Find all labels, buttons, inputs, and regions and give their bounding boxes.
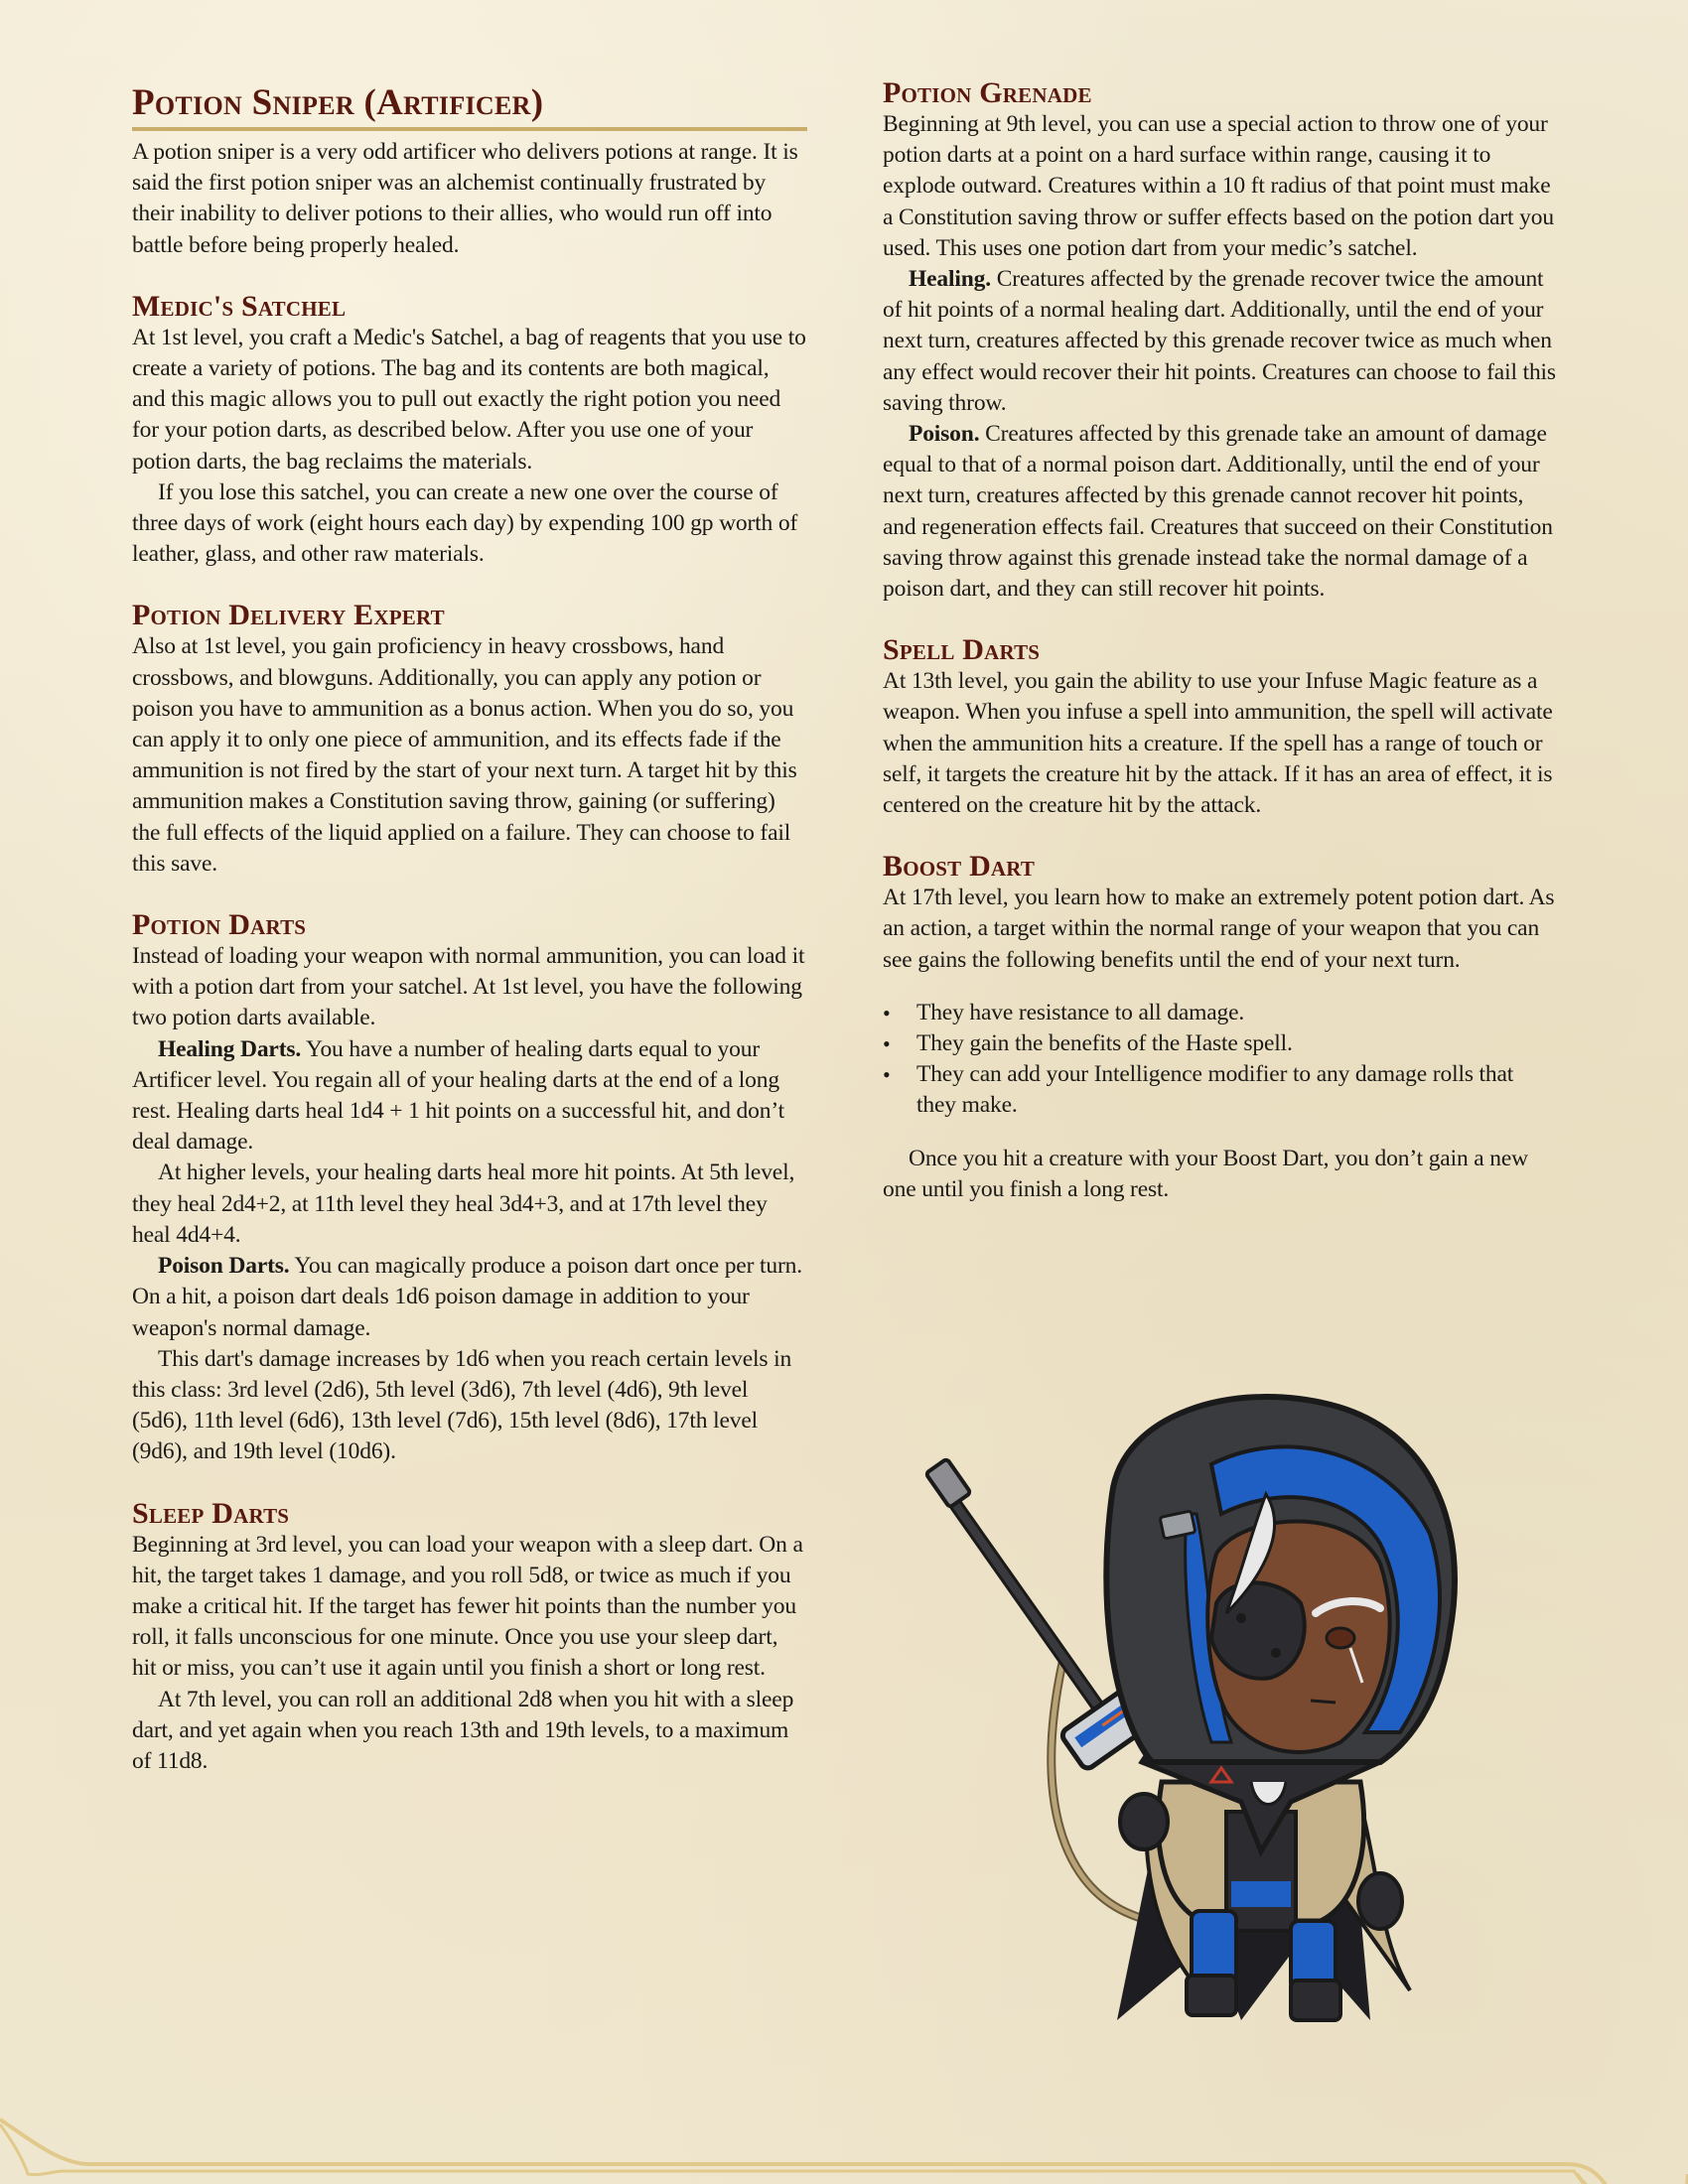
grenade-healing-paragraph xyxy=(883,264,1558,419)
paragraph: If you lose this satchel, you can create a new one over the course of three days of work (eight hours each day) by expending 100 gp worth of leather, glass, and other raw materials. xyxy=(132,478,798,568)
chibi-sniper-icon xyxy=(914,1385,1509,2040)
section-spell-darts xyxy=(883,634,1558,821)
section-potion-delivery-expert xyxy=(132,600,807,880)
footer-border-decoration xyxy=(0,2065,1688,2184)
left-column xyxy=(132,77,807,1799)
poison-darts-paragraph xyxy=(132,1251,807,1344)
term-text: You have a number of healing darts equal to your Artificer level. You regain all of your healing darts at the end of a long rest. Healing darts heal 1d4 + 1 hit points on a successful hit, and don’t deal damage. xyxy=(132,1035,784,1156)
section-heading: Potion Delivery Expert xyxy=(132,599,445,632)
section-heading: Boost Dart xyxy=(883,850,1036,884)
grenade-poison-paragraph xyxy=(883,419,1558,605)
paragraph: Instead of loading your weapon with normal ammunition, you can load it with a potion dart from your satchel. At 1st level, you have the following two potion darts available. xyxy=(132,943,805,1031)
section-medics-satchel xyxy=(132,291,807,571)
section-sleep-darts xyxy=(132,1498,807,1778)
right-column xyxy=(883,77,1558,1227)
paragraph: This dart's damage increases by 1d6 when you reach certain levels in this class: 3rd level (2d6), 5th level (3d6), 7th level (4d6), 9th level (5d6), 11th level (6d6), 13th level (7d6), 15th level (8d6), 17th level (9d6), and 19th level (10d6). xyxy=(132,1345,792,1465)
section-heading: Potion Darts xyxy=(132,908,307,942)
healing-darts-paragraph xyxy=(132,1034,807,1159)
section-heading: Spell Darts xyxy=(883,633,1041,667)
term-label: Healing. xyxy=(909,266,992,293)
term-label: Poison Darts. xyxy=(158,1253,290,1280)
section-boost-dart xyxy=(883,851,1558,1205)
intro-paragraph: A potion sniper is a very odd artificer who delivers potions at range. It is said the first potion sniper was an alchemist continually frustrated by their inability to deliver potions to their allies, who would run off into battle before being properly healed. xyxy=(132,139,798,258)
paragraph: At 13th level, you gain the ability to use your Infuse Magic feature as a weapon. When you infuse a spell into ammunition, the spell will activate when the ammunition hits a creature. If the spell has a range of touch or self, it targets the creature hit by the attack. If it has an area of effect, it is centered on the creature hit by the attack. xyxy=(883,668,1553,819)
term-text: Creatures affected by this grenade take an amount of damage equal to that of a normal poison dart. Additionally, until the end of your next turn, creatures affected by this grenade cannot recover hit points, and regeneration effects fail. Creatures that succeed on their Constitution saving throw against this grenade instead take the normal damage of a poison dart, and they can still recover hit points. xyxy=(883,421,1553,603)
paragraph: At 17th level, you learn how to make an extremely potent potion dart. As an action, a target within the normal range of your weapon that you can see gains the following benefits until the end of your next turn. xyxy=(883,885,1555,973)
term-text: Creatures affected by the grenade recover twice the amount of hit points of a normal healing dart. Additionally, until the end of your next turn, creatures affected by this grenade recover twice as much when any effect would recover their hit points. Creatures can choose to fail this saving throw. xyxy=(883,266,1556,416)
list-item: • They can add your Intelligence modifier to any damage rolls that they make. xyxy=(916,1059,1558,1121)
section-heading: Medic's Satchel xyxy=(132,289,347,323)
character-illustration xyxy=(914,1385,1509,2040)
paragraph: At 1st level, you craft a Medic's Satchel, a bag of reagents that you use to create a variety of potions. The bag and its contents are both magical, and this magic allows you to pull out exactly the right potion you need for your potion darts, as described below. After you use one of your potion darts, the bag reclaims the materials. xyxy=(132,324,806,475)
list-item: • They gain the benefits of the Haste spell. xyxy=(916,1028,1558,1059)
list-item: • They have resistance to all damage. xyxy=(916,998,1558,1028)
section-heading: Potion Grenade xyxy=(883,76,1092,109)
paragraph: Also at 1st level, you gain proficiency in heavy crossbows, hand crossbows, and blowguns. Additionally, you can apply any potion or poison you have to ammunition as a bonus action. When you do so, you can apply it to only one piece of ammunition, and its effects fade if the ammunition is not fired by the start of your next turn. A target hit by this ammunition makes a Constitution saving throw, gaining (or suffering) the full effects of the liquid applied on a failure. They can choose to fail this save. xyxy=(132,633,797,877)
section-heading: Sleep Darts xyxy=(132,1496,290,1530)
paragraph: Beginning at 3rd level, you can load your weapon with a sleep dart. On a hit, the target takes 1 damage, and you roll 5d8, or twice as much if you make a critical hit. If the target has fewer hit points than the number you roll, it falls unconscious for one minute. Once you use your sleep dart, hit or miss, you can’t use it again until you finish a short or long rest. xyxy=(132,1531,803,1682)
term-text: You can magically produce a poison dart once per turn. On a hit, a poison dart deals 1d6 poison damage in addition to your weapon's normal damage. xyxy=(132,1253,802,1341)
term-label: Healing Darts. xyxy=(158,1035,302,1062)
intro-section xyxy=(132,137,807,261)
term-label: Poison. xyxy=(909,421,980,448)
paragraph: Beginning at 9th level, you can use a special action to throw one of your potion darts at a point on a hard surface within range, causing it to explode outward. Creatures within a 10 ft radius of that point must make a Constitution saving throw or suffer effects based on the potion dart you used. This uses one potion dart from your medic’s satchel. xyxy=(883,111,1554,261)
benefits-list xyxy=(883,998,1558,1122)
section-potion-darts xyxy=(132,909,807,1467)
page-title: Potion Sniper (Artificer) xyxy=(132,81,807,131)
paragraph: At higher levels, your healing darts heal more hit points. At 5th level, they heal 2d4+2, at 11th level they heal 3d4+3, and at 17th level they heal 4d4+4. xyxy=(132,1160,795,1248)
paragraph: At 7th level, you can roll an additional 2d8 when you hit with a sleep dart, and yet again when you reach 13th and 19th levels, to a maximum of 11d8. xyxy=(132,1686,794,1774)
section-potion-grenade xyxy=(883,77,1558,605)
paragraph: Once you hit a creature with your Boost Dart, you don’t gain a new one until you finish a long rest. xyxy=(883,1145,1529,1202)
